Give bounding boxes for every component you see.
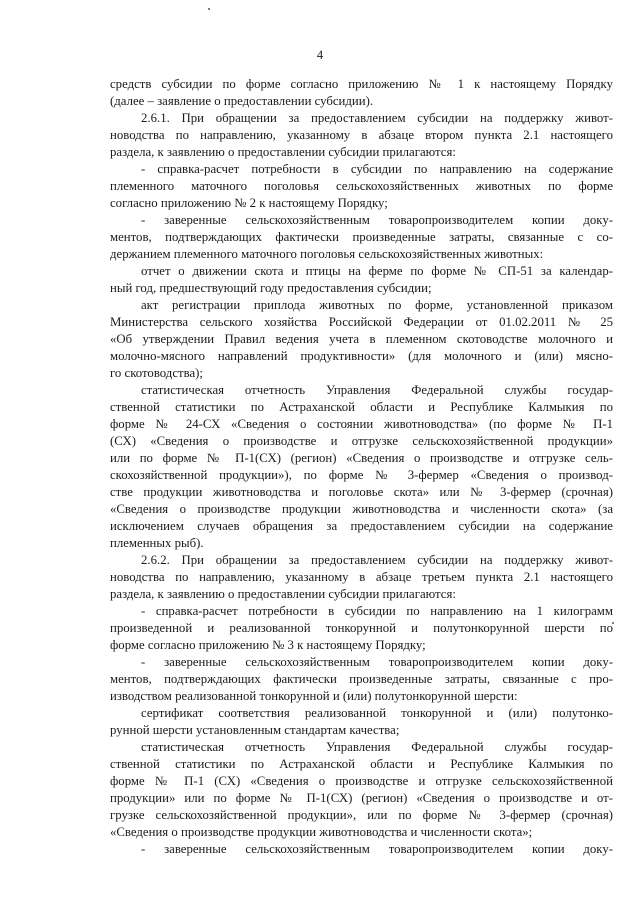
text-line: 2.6.2. При обращении за предоставлением субсидии на поддержку живот- [141, 553, 613, 567]
text-line: грузке сельскохозяйственной продукции», или по форме № 3-фермер (срочная) [110, 808, 613, 822]
text-line: раздела, к заявлению о предоставлении субсидии прилагаются: [110, 145, 456, 159]
text-line: го скотоводства); [110, 366, 203, 380]
text-line: племенного маточного поголовья сельскохозяйственных животных по форме [110, 179, 613, 193]
text-line: «Сведения о производстве продукции животноводства и численности скота»; [110, 825, 533, 839]
text-line: держанием племенного маточного поголовья сельскохозяйственных животных: [110, 247, 544, 261]
text-line: сертификат соответствия реализованной тонкорунной и (или) полутонко- [141, 706, 613, 720]
text-line: ментов, подтверждающих фактически произведенные затраты, связанные с про- [110, 672, 613, 686]
text-line: - заверенные сельскохозяйственным товаропроизводителем копии доку- [141, 842, 613, 856]
text-line: племенных рыб). [110, 536, 204, 550]
text-line: (СХ) «Сведения о производстве и отгрузке сельскохозяйственной продукции» [110, 434, 613, 448]
text-line: исключением случаев обращения за предоставлением субсидии на содержание [110, 519, 613, 533]
text-line: или по форме № П-1(СХ) (регион) «Сведения о производстве и отгрузке сель- [110, 451, 613, 465]
text-line: произведенной и реализованной тонкорунной и полутонкорунной шерсти по [110, 621, 613, 635]
text-line: статистическая отчетность Управления Федеральной службы государ- [141, 740, 613, 754]
text-line: «Сведения о производстве продукции животноводства и численности скота» (за [110, 502, 613, 516]
text-line: ный год, предшествующий году предоставления субсидии; [110, 281, 432, 295]
text-line: отчет о движении скота и птицы на ферме по форме № СП-51 за календар- [141, 264, 613, 278]
text-line: согласно приложению № 2 к настоящему Порядку; [110, 196, 388, 210]
text-line: Министерства сельского хозяйства Российской Федерации от 01.02.2011 № 25 [110, 315, 613, 329]
text-line: изводством реализованной тонкорунной и (или) полутонкорунной шерсти: [110, 689, 518, 703]
text-line: (далее – заявление о предоставлении субсидии). [110, 94, 374, 108]
text-line: форме согласно приложению № 3 к настоящему Порядку; [110, 638, 426, 652]
text-line: новодства по направлению, указанному в абзаце втором пункта 2.1 настоящего [110, 128, 613, 142]
text-line: 2.6.1. При обращении за предоставлением субсидии на поддержку живот- [141, 111, 613, 125]
text-line: - справка-расчет потребности в субсидии по направлению на 1 килограмм [141, 604, 613, 618]
text-line: ственной статистики по Астраханской области и Республике Калмыкия по [110, 400, 613, 414]
page-number: 4 [316, 48, 324, 62]
text-line: рунной шерсти установленным стандартам качества; [110, 723, 400, 737]
text-line: стве продукции животноводства и поголовье скота» или № 3-фермер (срочная) [110, 485, 613, 499]
text-line: акт регистрации приплода животных по форме, установленной приказом [141, 298, 613, 312]
text-line: форме № 24-СХ «Сведения о состоянии животноводства» (по форме № П-1 [110, 417, 613, 431]
text-line: - заверенные сельскохозяйственным товаропроизводителем копии доку- [141, 655, 613, 669]
text-line: ственной статистики по Астраханской области и Республике Калмыкия по [110, 757, 613, 771]
text-line: молочно-мясного направлений продуктивности» (для молочного и (или) мясно- [110, 349, 613, 363]
text-line: средств субсидии по форме согласно приложению № 1 к настоящему Порядку [110, 77, 613, 91]
text-line: новодства по направлению, указанному в абзаце третьем пункта 2.1 настоящего [110, 570, 613, 584]
text-line: «Об утверждении Правил ведения учета в племенном скотоводстве молочного и [110, 332, 613, 346]
document-body [110, 76, 613, 858]
scan-speck [208, 8, 210, 10]
text-line: скохозяйственной продукции»), по форме № 3-фермер «Сведения о производ- [110, 468, 613, 482]
text-line: ментов, подтверждающих фактически произведенные затраты, связанные с со- [110, 230, 613, 244]
text-line: статистическая отчетность Управления Федеральной службы государ- [141, 383, 613, 397]
text-line: форме № П-1 (СХ) «Сведения о производстве и отгрузке сельскохозяйственной [110, 774, 613, 788]
text-line: - справка-расчет потребности в субсидии по направлению на содержание [141, 162, 613, 176]
text-line: раздела, к заявлению о предоставлении субсидии прилагаются: [110, 587, 456, 601]
text-line: продукции» или по форме № П-1(СХ) (регион) «Сведения о производстве и от- [110, 791, 613, 805]
text-line: - заверенные сельскохозяйственным товаропроизводителем копии доку- [141, 213, 613, 227]
